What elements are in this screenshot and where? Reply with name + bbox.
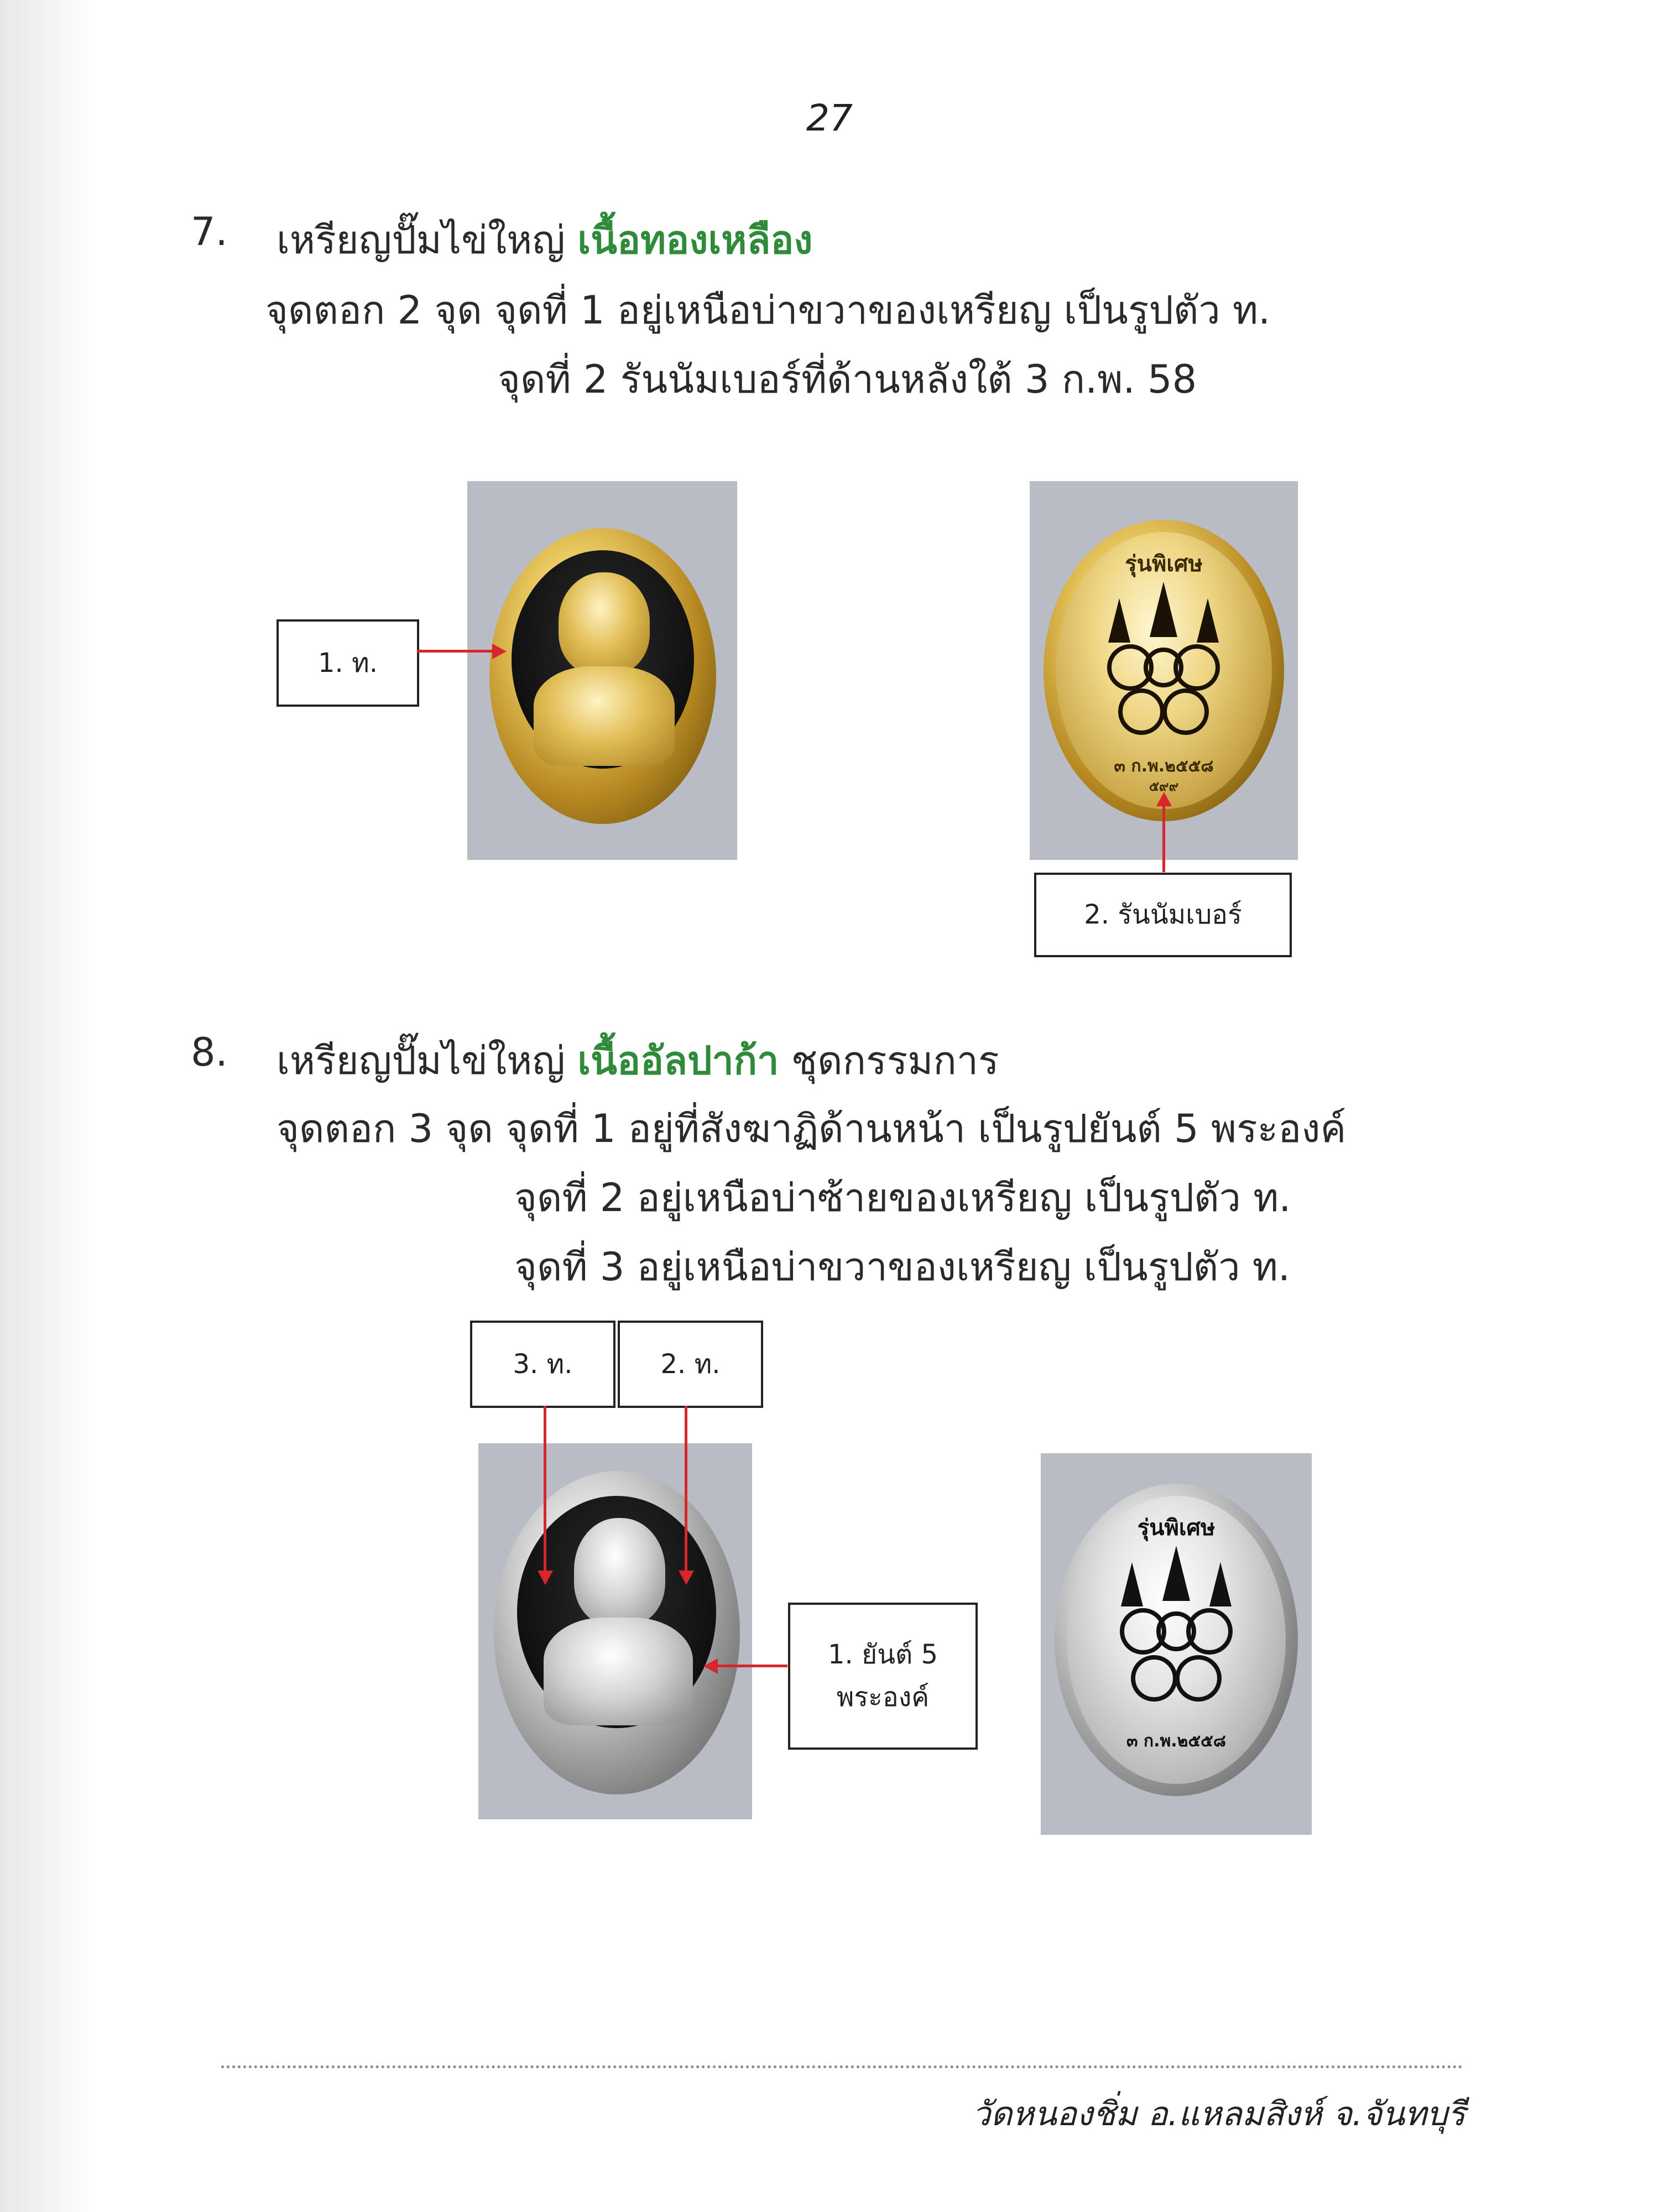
arrow-head-item8-1 (703, 1658, 718, 1674)
arrow-item8-1 (717, 1665, 787, 1667)
arrow-head-item8-2 (679, 1571, 694, 1585)
item-7-title (276, 209, 813, 270)
back-top-text: รุ่นพิเศษ (1137, 1515, 1215, 1541)
back-date-text: ๓ ก.พ.๒๕๕๘ (1114, 757, 1214, 776)
page-edge-shadow (0, 0, 97, 2212)
arrow-head-item7-2 (1156, 792, 1172, 806)
gold-medal-back (1044, 520, 1284, 821)
item-8-title-highlight: เนื้ออัลปาก้า (577, 1038, 779, 1083)
item-7-title-highlight: เนื้อทองเหลือง (577, 217, 813, 263)
gold-medal-front (489, 528, 716, 824)
label-item7-2: 2. รันนัมเบอร์ (1034, 873, 1292, 957)
silver-medal-front (494, 1471, 740, 1794)
monk-shoulders (544, 1618, 693, 1725)
item-8-line-3: จุดที่ 3 อยู่เหนือบ่าขวาของเหรียญ เป็นรูปตัว ท. (514, 1244, 1291, 1290)
item-8-title (276, 1030, 999, 1091)
monk-portrait (559, 572, 650, 675)
item-8-title-prefix: เหรียญปั๊มไข่ใหญ่ (276, 1038, 565, 1083)
monk-portrait (574, 1518, 665, 1626)
arrow-item8-2 (685, 1406, 687, 1572)
item-8-line-1: จุดตอก 3 จุด จุดที่ 1 อยู่ที่สังฆาฏิด้านหน้า เป็นรูปยันต์ 5 พระองค์ (276, 1106, 1347, 1151)
arrow-item8-3 (544, 1406, 546, 1572)
footer-text: วัดหนองชิ่ม อ.แหลมสิงห์ จ.จันทบุรี (972, 2095, 1465, 2133)
silver-medal-back (1055, 1484, 1298, 1796)
arrow-head-item8-3 (538, 1571, 553, 1585)
footer-divider (221, 2065, 1463, 2068)
label-item8-1-line1: 1. ยันต์ 5 (828, 1639, 938, 1671)
item-7-title-prefix: เหรียญปั๊มไข่ใหญ่ (276, 217, 565, 263)
back-top-text: รุ่นพิเศษ (1125, 551, 1203, 577)
back-serial-number: ๕๙๙ (1149, 779, 1179, 794)
item-7-front-photo (467, 481, 737, 860)
label-item7-1: 1. ท. (276, 619, 419, 707)
item-7-line-1: จุดตอก 2 จุด จุดที่ 1 อยู่เหนือบ่าขวาของเหรียญ เป็นรูปตัว ท. (265, 288, 1271, 333)
monk-shoulders (534, 666, 675, 766)
arrow-item7-1 (417, 650, 494, 653)
medal-back-face (1056, 532, 1272, 809)
yantra-design (1093, 1540, 1259, 1712)
back-date-text: ๓ ก.พ.๒๕๕๘ (1126, 1731, 1226, 1751)
page-number: 27 (806, 97, 853, 139)
label-item8-1-line2: พระองค์ (836, 1682, 930, 1713)
item-8-front-photo (478, 1443, 752, 1819)
medal-back-face (1067, 1496, 1286, 1784)
arrow-head-item7-1 (492, 644, 507, 659)
yantra-design (1081, 576, 1246, 742)
label-item8-1 (788, 1603, 978, 1750)
item-8-title-suffix: ชุดกรรมการ (791, 1038, 999, 1083)
label-item8-2: 2. ท. (618, 1321, 763, 1408)
item-8-back-photo (1041, 1453, 1312, 1835)
item-8-number: 8. (191, 1030, 228, 1075)
item-7-number: 7. (191, 209, 228, 254)
item-7-line-2: จุดที่ 2 รันนัมเบอร์ที่ด้านหลังใต้ 3 ก.พ. 58 (498, 357, 1197, 402)
arrow-item7-2 (1162, 805, 1165, 872)
label-item8-3: 3. ท. (470, 1321, 615, 1408)
item-8-line-2: จุดที่ 2 อยู่เหนือบ่าซ้ายของเหรียญ เป็นรูปตัว ท. (514, 1175, 1291, 1220)
